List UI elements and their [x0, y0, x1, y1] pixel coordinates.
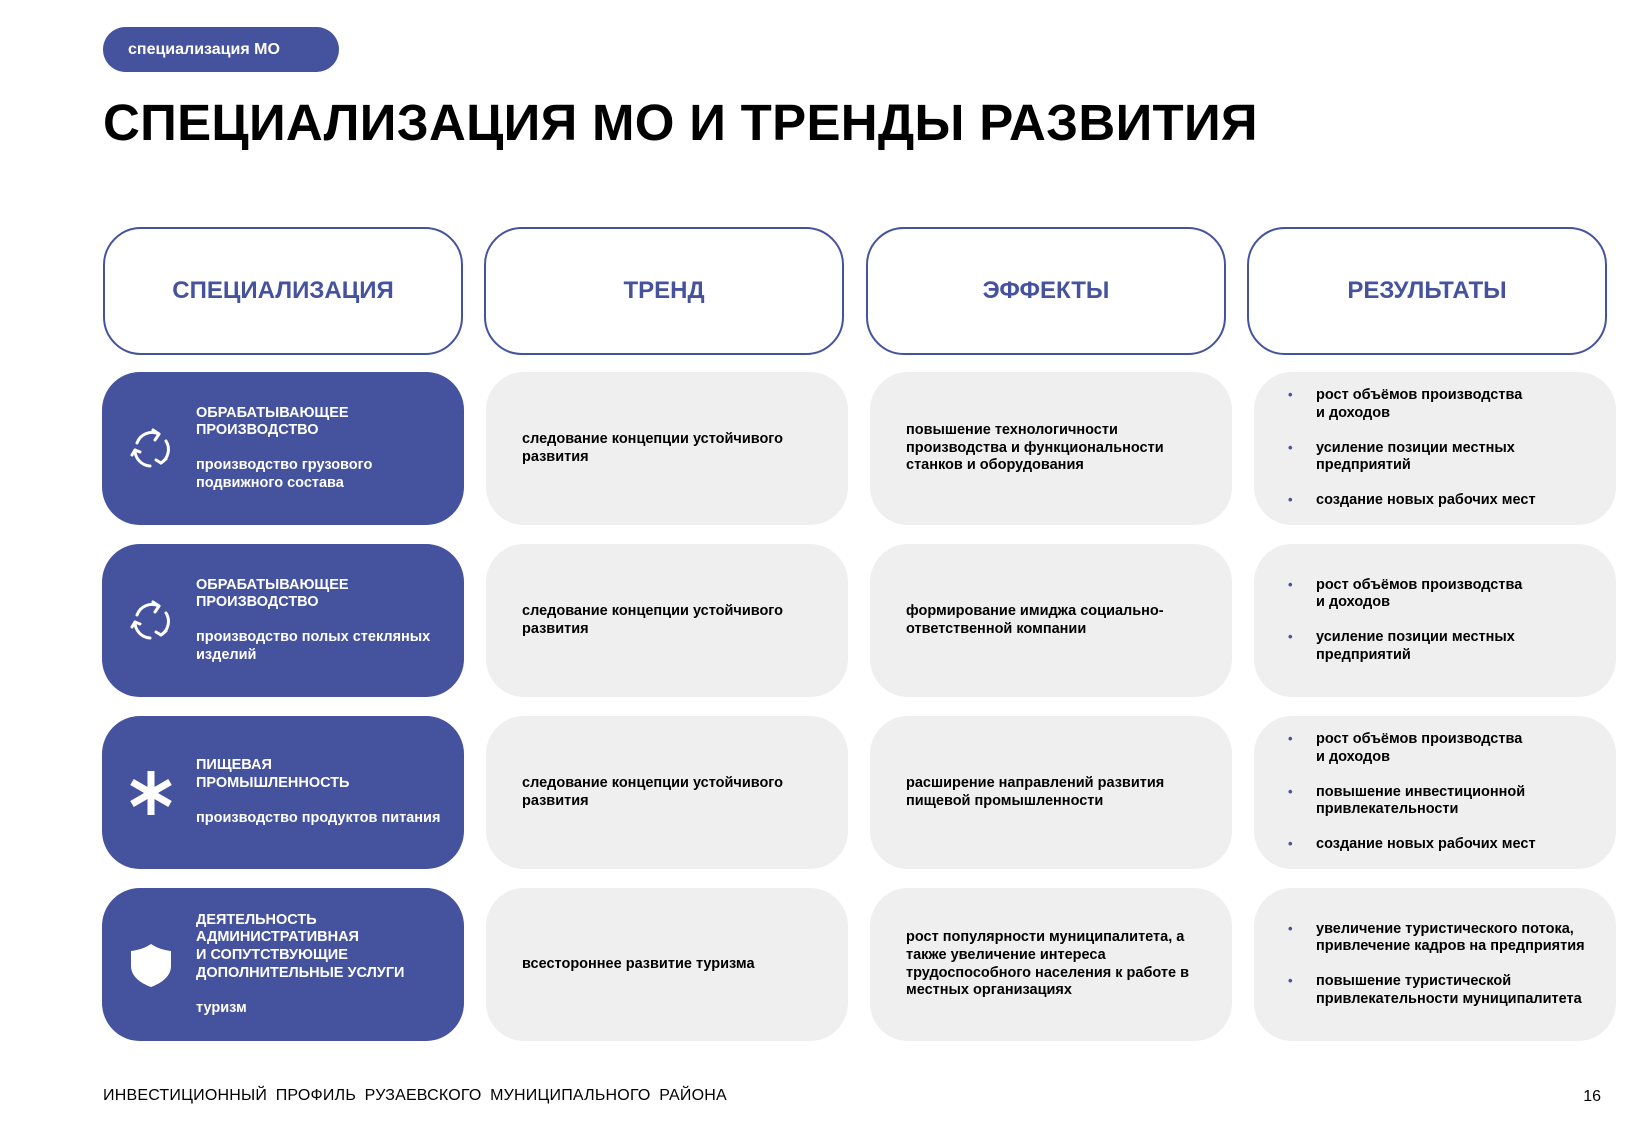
trend-cell — [486, 716, 848, 869]
specialization-subtitle: туризм — [196, 999, 247, 1016]
column-header-results — [1247, 227, 1607, 355]
footer-title: ИНВЕСТИЦИОННЫЙ ПРОФИЛЬ РУЗАЕВСКОГО МУНИЦИПАЛЬНОГО РАЙОНА — [103, 1087, 727, 1104]
trend-text: следование концепции устойчивого развития — [522, 774, 784, 809]
recycle-icon — [128, 426, 174, 472]
results-list — [1288, 577, 1606, 665]
column-header-effects — [866, 227, 1226, 355]
results-cell — [1254, 544, 1616, 697]
results-list — [1288, 387, 1606, 509]
result-item: • создание новых рабочих мест — [1288, 492, 1606, 510]
column-header-label: ТРЕНД — [623, 277, 705, 304]
specialization-card — [102, 716, 464, 869]
results-cell — [1254, 888, 1616, 1041]
result-item: • усиление позиции местных предприятий — [1288, 629, 1606, 664]
column-header-trend — [484, 227, 844, 355]
column-header-label: СПЕЦИАЛИЗАЦИЯ — [172, 277, 394, 304]
trend-text: следование концепции устойчивого развития — [522, 430, 784, 465]
column-header-specialization — [103, 227, 463, 355]
specialization-card — [102, 888, 464, 1041]
effect-text: расширение направлений развития пищевой промышленности — [906, 774, 1165, 809]
trend-cell — [486, 544, 848, 697]
effect-cell — [870, 544, 1232, 697]
results-cell — [1254, 372, 1616, 525]
trend-text: следование концепции устойчивого развития — [522, 602, 784, 637]
shield-icon — [128, 942, 174, 988]
result-item: • создание новых рабочих мест — [1288, 836, 1606, 854]
asterisk-icon — [128, 770, 174, 816]
trend-text: всестороннее развитие туризма — [522, 955, 755, 972]
effect-cell — [870, 888, 1232, 1041]
specialization-heading: ОБРАБАТЫВАЮЩЕЕ ПРОИЗВОДСТВО — [196, 404, 349, 439]
result-item: • повышение инвестиционной привлекательности — [1288, 784, 1606, 819]
result-item: • рост объёмов производства и доходов — [1288, 387, 1606, 422]
specialization-subtitle: производство полых стекляных изделий — [196, 629, 431, 663]
specialization-card — [102, 372, 464, 525]
effect-cell — [870, 372, 1232, 525]
result-item: • рост объёмов производства и доходов — [1288, 731, 1606, 766]
specialization-card — [102, 544, 464, 697]
effect-text: повышение технологичности производства и функциональности станков и оборудования — [906, 421, 1164, 474]
specialization-heading: ОБРАБАТЫВАЮЩЕЕ ПРОИЗВОДСТВО — [196, 576, 349, 611]
recycle-icon — [128, 598, 174, 644]
results-cell — [1254, 716, 1616, 869]
trend-cell — [486, 372, 848, 525]
specialization-subtitle: производство грузового подвижного состава — [196, 457, 373, 491]
page-number: 16 — [1583, 1088, 1601, 1105]
column-header-label: РЕЗУЛЬТАТЫ — [1347, 277, 1507, 304]
result-item: • увеличение туристического потока, привлечение кадров на предприятия — [1288, 921, 1606, 956]
page-title: СПЕЦИАЛИЗАЦИЯ МО И ТРЕНДЫ РАЗВИТИЯ — [103, 94, 1258, 151]
trend-cell — [486, 888, 848, 1041]
effect-text: рост популярности муниципалитета, а также увеличение интереса трудоспособного населения к работе в местных организациях — [906, 929, 1190, 999]
results-list — [1288, 921, 1606, 1009]
results-list — [1288, 731, 1606, 853]
result-item: • повышение туристической привлекательности муниципалитета — [1288, 973, 1606, 1008]
specialization-heading: ПИЩЕВАЯ ПРОМЫШЛЕННОСТЬ — [196, 757, 350, 792]
section-tag-label: специализация МО — [128, 40, 280, 58]
result-item: • усиление позиции местных предприятий — [1288, 440, 1606, 475]
specialization-subtitle: производство продуктов питания — [196, 809, 441, 826]
section-tag — [103, 27, 339, 72]
effect-text: формирование имиджа социально-ответственной компании — [906, 602, 1164, 637]
result-item: • рост объёмов производства и доходов — [1288, 577, 1606, 612]
effect-cell — [870, 716, 1232, 869]
column-header-label: ЭФФЕКТЫ — [982, 277, 1110, 304]
specialization-heading: ДЕЯТЕЛЬНОСТЬ АДМИНИСТРАТИВНАЯ И СОПУТСТВУЮЩИЕ ДОПОЛНИТЕЛЬНЫЕ УСЛУГИ — [196, 911, 405, 981]
